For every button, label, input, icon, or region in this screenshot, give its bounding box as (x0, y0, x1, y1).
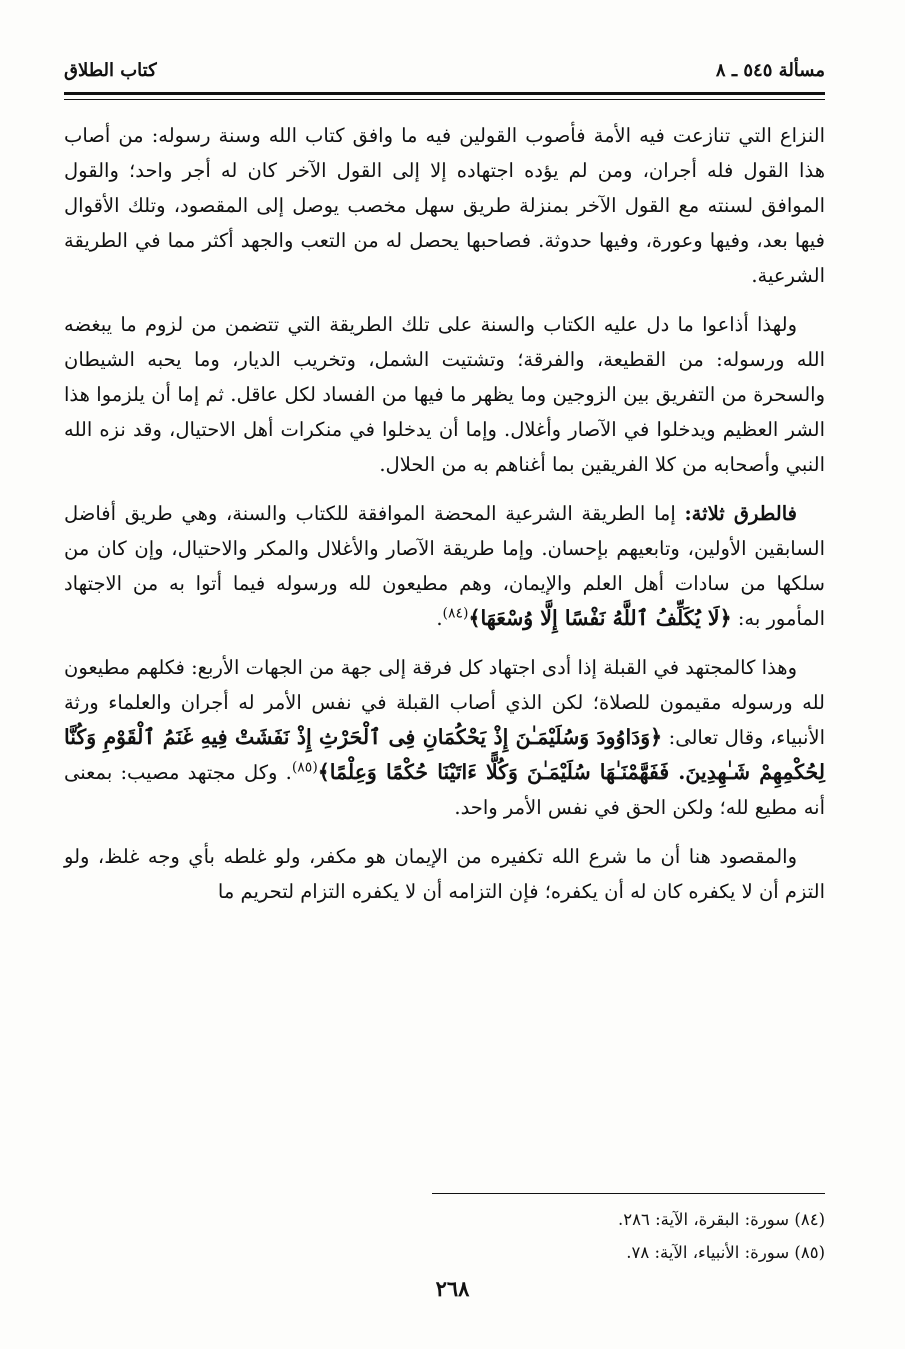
paragraph-3-lead: فالطرق ثلاثة: (684, 502, 797, 525)
running-header (64, 54, 825, 94)
footnotes (64, 1203, 825, 1269)
paragraph-3 (64, 496, 825, 636)
footnote-85: (٨٥) سورة: الأنبياء، الآية: ٧٨. (626, 1243, 825, 1262)
paragraph-1: النزاع التي تنازعت فيه الأمة فأصوب القولين فيه ما وافق كتاب الله وسنة رسوله: من أصاب هذا القول فله أجران، ومن لم يؤده اجتهاده إلا إلى القول الآخر كان له أجر واحد؛ والقول الموافق لسنته مع القول الآخر بمنزلة طريق سهل مخصب يوصل إلى المقصود، وتلك الأقوال فيها بعد، وفيها وعورة، وفيها حدوثة. فصاحبها يحصل له من التعب والجهد أكثر مما في الطريقة الشرعية. (64, 124, 825, 287)
main-text (64, 118, 825, 923)
header-rule-thin (64, 99, 825, 100)
paragraph-3-end: . (436, 607, 443, 630)
header-rule-thick (64, 92, 825, 95)
paragraph-4-end: . وكل مجتهد مصيب: بمعنى أنه مطيع لله؛ ولكن الحق في نفس الأمر واحد. (64, 761, 825, 819)
paragraph-5: والمقصود هنا أن ما شرع الله تكفيره من الإيمان هو مكفر، ولو غلطه بأي وجه غلظ، ولو التزم أن لا يكفره كان له أن يكفره؛ فإن التزامه أن لا يكفره التزام لتحريم ما (64, 845, 825, 903)
paragraph-4-text: وهذا كالمجتهد في القبلة إذا أدى اجتهاد كل فرقة إلى جهة من الجهات الأربع: فكلهم مطيعون لله ورسوله مقيمون للصلاة؛ لكن الذي أصاب القبلة في نفس الأمر له أجران والعلماء ورثة الأنبياء، وقال تعالى: (64, 656, 825, 749)
header-book-title: كتاب الطلاق (64, 60, 157, 81)
quran-verse-2: ﴿وَدَاوُودَ وَسُلَيْمَـٰنَ إِذْ يَحْكُمَانِ فِى ٱلْحَرْثِ إِذْ نَفَشَتْ فِيهِ غَنَمُ ٱلْقَوْمِ وَكُنَّا لِحُكْمِهِمْ شَـٰهِدِينَ. فَفَهَّمْنَـٰهَا سُلَيْمَـٰنَ وَكُلًّا ءَاتَيْنَا حُكْمًا وَعِلْمًا﴾ (64, 725, 825, 784)
footnote-ref-85[interactable]: (٨٥) (291, 759, 318, 776)
footnote-separator (432, 1193, 825, 1194)
footnote-84: (٨٤) سورة: البقرة، الآية: ٢٨٦. (618, 1210, 825, 1229)
paragraph-3-text: إما الطريقة الشرعية المحضة الموافقة للكتاب والسنة، وهي طريق أفاضل السابقين الأولين، وتابعيهم بإحسان. وإما طريقة الآصار والأغلال والمكر والاحتيال، وإن كان من سلكها من سادات أهل العلم والإيمان، وهم مطيعون لله ورسوله فيما أتوا به من الاجتهاد المأمور به: (64, 502, 825, 630)
header-issue-number: مسألة ٥٤٥ ـ ٨ (715, 60, 825, 81)
paragraph-4 (64, 650, 825, 825)
footnote-ref-84[interactable]: (٨٤) (442, 605, 469, 622)
paragraph-2: ولهذا أذاعوا ما دل عليه الكتاب والسنة على تلك الطريقة التي تتضمن من لزوم ما يبغضه الله ورسوله: من القطيعة، والفرقة؛ وتشتيت الشمل، وتخريب الديار، وما يحبه الشيطان والسحرة من التفريق بين الزوجين وما يظهر ما فيها من الفساد لكل عاقل. ثم إما أن يلزموا هذا الشر العظيم ويدخلوا في الآصار وأغلال. وإما أن يدخلوا في منكرات أهل الاحتيال، وقد نزه الله النبي وأصحابه من كلا الفريقين بما أغناهم به من الحلال. (64, 313, 825, 476)
quran-verse-1: ﴿لَا يُكَلِّفُ ٱللَّهُ نَفْسًا إِلَّا وُسْعَهَا﴾ (468, 606, 732, 630)
page-number: ٢٦٨ (435, 1276, 470, 1301)
